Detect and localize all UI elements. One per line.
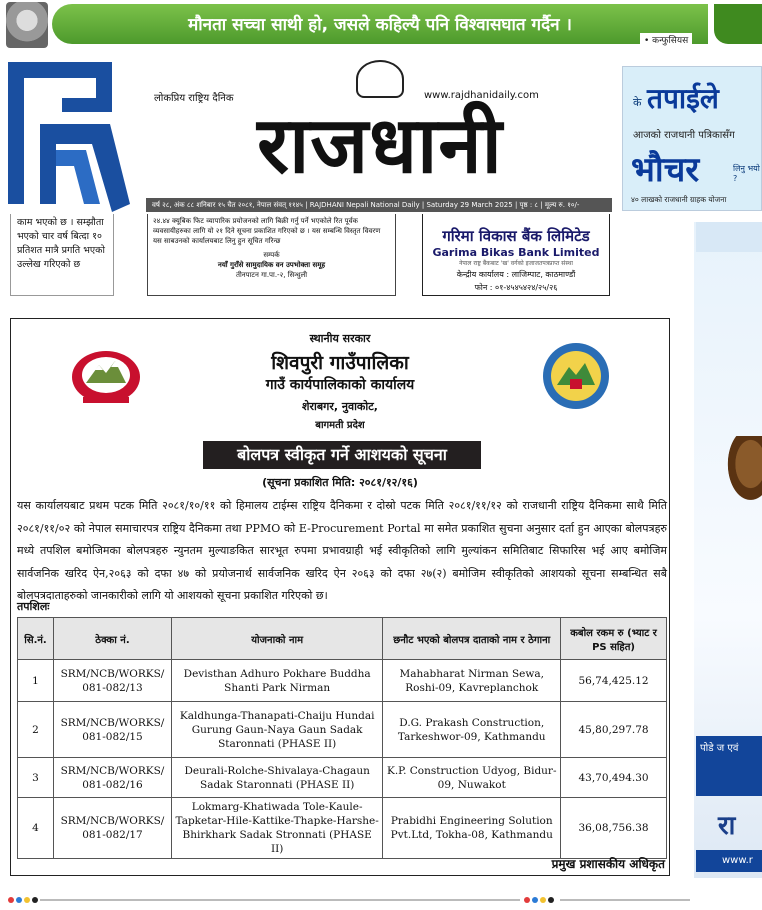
top-banner <box>0 0 762 50</box>
table-header-row <box>18 618 667 660</box>
forest-notice-text: २४.४४ क्यूबिक फिट व्यापारिक प्रयोजनको लागि बिक्री गर्नु पर्ने भएकोले रित पूर्वक व्यवसायीहरुका लागि यो २१ दिने सूचना प्रकाशित गरिएको छ । यस सम्बन्धि विस्तृत विवरण यस साबउनको कार्यालयबाट लिनु हुन सूचित गरिन्छ <box>153 217 381 245</box>
cell-amount: 45,80,297.78 <box>561 702 667 758</box>
cell-bidder: D.G. Prakash Construction, Tarkeshwor-09, Kathmandu <box>383 702 561 758</box>
col-header-serial: सि.नं. <box>18 618 54 660</box>
bank-name-nepali: गरिमा विकास बैंक लिमिटेड <box>442 227 590 245</box>
side-advert-band: पोडे ज एवं <box>696 736 762 796</box>
rajdhani-logo-icon <box>0 54 140 220</box>
cell-bidder: Prabidhi Engineering Solution Pvt.Ltd, Tokha-08, Kathmandu <box>383 798 561 859</box>
cell-contract: SRM/NCB/WORKS/ 081-082/16 <box>53 758 171 798</box>
table-row <box>18 758 667 798</box>
voucher-question: लिनु भयो ? <box>733 164 760 183</box>
cell-contract: SRM/NCB/WORKS/ 081-082/13 <box>53 660 171 702</box>
portrait-image <box>6 2 48 48</box>
table-row <box>18 798 667 859</box>
voucher-footer: ४० लाखको राजधानी ग्राहक योजना <box>631 195 727 204</box>
banner-author: • कन्फुसियस <box>640 33 692 46</box>
cell-serial: 1 <box>18 660 54 702</box>
banner-corner <box>714 4 762 44</box>
voucher-ke: के <box>633 96 642 109</box>
bid-acceptance-notice <box>10 318 670 876</box>
col-header-contract: ठेक्का नं. <box>53 618 171 660</box>
table-row <box>18 660 667 702</box>
cell-amount: 56,74,425.12 <box>561 660 667 702</box>
cell-bidder: Mahabharat Nirman Sewa, Roshi-09, Kavreplanchok <box>383 660 561 702</box>
cell-serial: 2 <box>18 702 54 758</box>
bank-name-english: Garima Bikas Bank Limited <box>432 246 600 259</box>
bottom-divider <box>0 896 762 904</box>
cell-amount: 43,70,494.30 <box>561 758 667 798</box>
color-dots-right <box>524 897 556 903</box>
newspaper-emblem-icon <box>356 60 404 98</box>
masthead-title: राजधानी <box>257 101 503 191</box>
cell-project: Deurali-Rolche-Shivalaya-Chagaun Sadak Staronnati (PHASE II) <box>171 758 382 798</box>
voucher-ad[interactable] <box>622 66 762 211</box>
cell-serial: 3 <box>18 758 54 798</box>
signoff: प्रमुख प्रशासकीय अधिकृत <box>551 857 665 871</box>
bank-ad <box>422 214 610 296</box>
col-header-project: योजनाको नाम <box>171 618 382 660</box>
province-name: बागमती प्रदेश <box>315 420 365 431</box>
cell-serial: 4 <box>18 798 54 859</box>
office-name: गाउँ कार्यपालिकाको कार्यालय <box>265 377 415 393</box>
voucher-main: भौचर <box>631 150 700 190</box>
bank-phone: फोन : ०१-४५४५४२४/२५/२६ <box>474 283 558 292</box>
cell-project: Lokmarg-Khatiwada Tole-Kaule-Tapketar-Hile-Kattike-Thapke-Harshe-Bhirkhark Sadak Stronnati (PHASE II) <box>171 798 382 859</box>
municipality-name: शिवपुरी गाउँपालिका <box>271 352 409 374</box>
forest-notice-sign <box>153 250 390 280</box>
table-row <box>18 702 667 758</box>
voucher-headline: तपाईले <box>647 82 719 115</box>
masthead-tagline: लोकप्रिय राष्ट्रिय दैनिक <box>154 93 234 104</box>
details-label: तपशिलः <box>17 600 50 613</box>
color-dots-left <box>8 897 40 903</box>
cell-project: Kaldhunga-Thanapati-Chaiju Hundai Gurung Gaun-Naya Gaun Sadak Staronnati (PHASE II) <box>171 702 382 758</box>
cell-project: Devisthan Adhuro Pokhare Buddha Shanti Park Nirman <box>171 660 382 702</box>
horse-image <box>724 436 762 506</box>
voucher-subline: आजको राजधानी पत्रिकासँग <box>633 130 735 141</box>
publication-date: (सूचना प्रकाशित मिति: २०८१/१२/१६) <box>262 476 418 489</box>
bank-office: केन्द्रीय कार्यालय : लाजिम्पाट, काठमाण्डौं <box>456 270 576 279</box>
office-address: शेराबगर, नुवाकोट, <box>302 400 378 413</box>
masthead-website[interactable]: www.rajdhanidaily.com <box>424 90 539 101</box>
local-government-label: स्थानीय सरकार <box>309 332 371 345</box>
forest-group-notice <box>147 214 396 296</box>
cell-bidder: K.P. Construction Udyog, Bidur-09, Nuwakot <box>383 758 561 798</box>
left-news-box <box>10 214 114 296</box>
forest-group-place: तीनपाटन गा.पा.-२, सिन्धुली <box>235 271 308 279</box>
side-advert-top <box>696 222 762 252</box>
cell-contract: SRM/NCB/WORKS/ 081-082/15 <box>53 702 171 758</box>
contact-label: सम्पर्क <box>263 251 280 259</box>
notice-title: बोलपत्र स्वीकृत गर्ने आशयको सूचना <box>203 441 481 469</box>
masthead-info-bar: वर्ष २८, अंक ८८ शनिबार १५ चैत २०८१, नेपाल संवत् ११४५ | RAJDHANI Nepali National Daily | Saturday 29 March 2025 | पृष्ठ : ८ | मूल्य रु. १०/- <box>146 198 612 212</box>
col-header-amount: कबोल रकम रु (भ्याट र PS सहित) <box>561 618 667 660</box>
banner-quote: मौनता सच्चा साथी हो, जसले कहिल्यै पनि विश्वासघात गर्दैन । <box>188 15 572 35</box>
bid-table <box>17 617 667 859</box>
cell-amount: 36,08,756.38 <box>561 798 667 859</box>
side-advert-web: www.r <box>696 850 762 872</box>
col-header-bidder: छनौट भएको बोलपत्र दाताको नाम र ठेगाना <box>383 618 561 660</box>
forest-group-name: नयाँ गुराँसे सामुदायिक वन उपभोक्ता समूह <box>217 261 326 269</box>
bank-slogan: नेपाल राष्ट्र बैंकबाट 'ख' वर्गको इजाजतपत्रप्राप्त संस्था <box>459 260 573 267</box>
notice-body: यस कार्यालयबाट प्रथम पटक मिति २०८१/१०/११ को हिमालय टाईम्स राष्ट्रिय दैनिकमा र दोस्रो पटक मिति २०८१/११/१२ को राजधानी राष्ट्रिय दैनिकमा साथै मिति २०८१/११/०२ को नेपाल समाचारपत्र राष्ट्रिय दैनिकमा तथा PPMO को E-Procurement Portal मा समेत प्रकाशित सुचना अनुसार दर्ता हुन आएका बोलपत्रहरु मध्ये तपशिल बमोजिमका बोलपत्रहरु न्युनतम मुल्याङकित सारभूत रुपमा प्रभावग्राही भई स्वीकृतिको लागि मुल्यांकन समितिबाट सिफारिस भई आए बमोजिम सार्वजनिक खरिद ऐन,२०६३ को दफा ४७ को प्रयोजनार्थ सार्वजनिक खरिद ऐन २०६३ को दफा २७(२) बमोजिम स्वीकृतिको आशयको सूचना सम्बन्धित सबै बोलपत्रदाताहरुको जानकारीको लागि यो आशयको सूचना प्रकाशित गरिएको छ। <box>17 499 667 602</box>
left-news-text: काम भएको छ । सम्झौता भएको चार वर्ष बित्दा १० प्रतिशत मात्रै प्रगति भएको उल्लेख गरिएको छ <box>17 217 105 270</box>
side-advert-logo: रा <box>718 811 736 841</box>
cell-contract: SRM/NCB/WORKS/ 081-082/17 <box>53 798 171 859</box>
